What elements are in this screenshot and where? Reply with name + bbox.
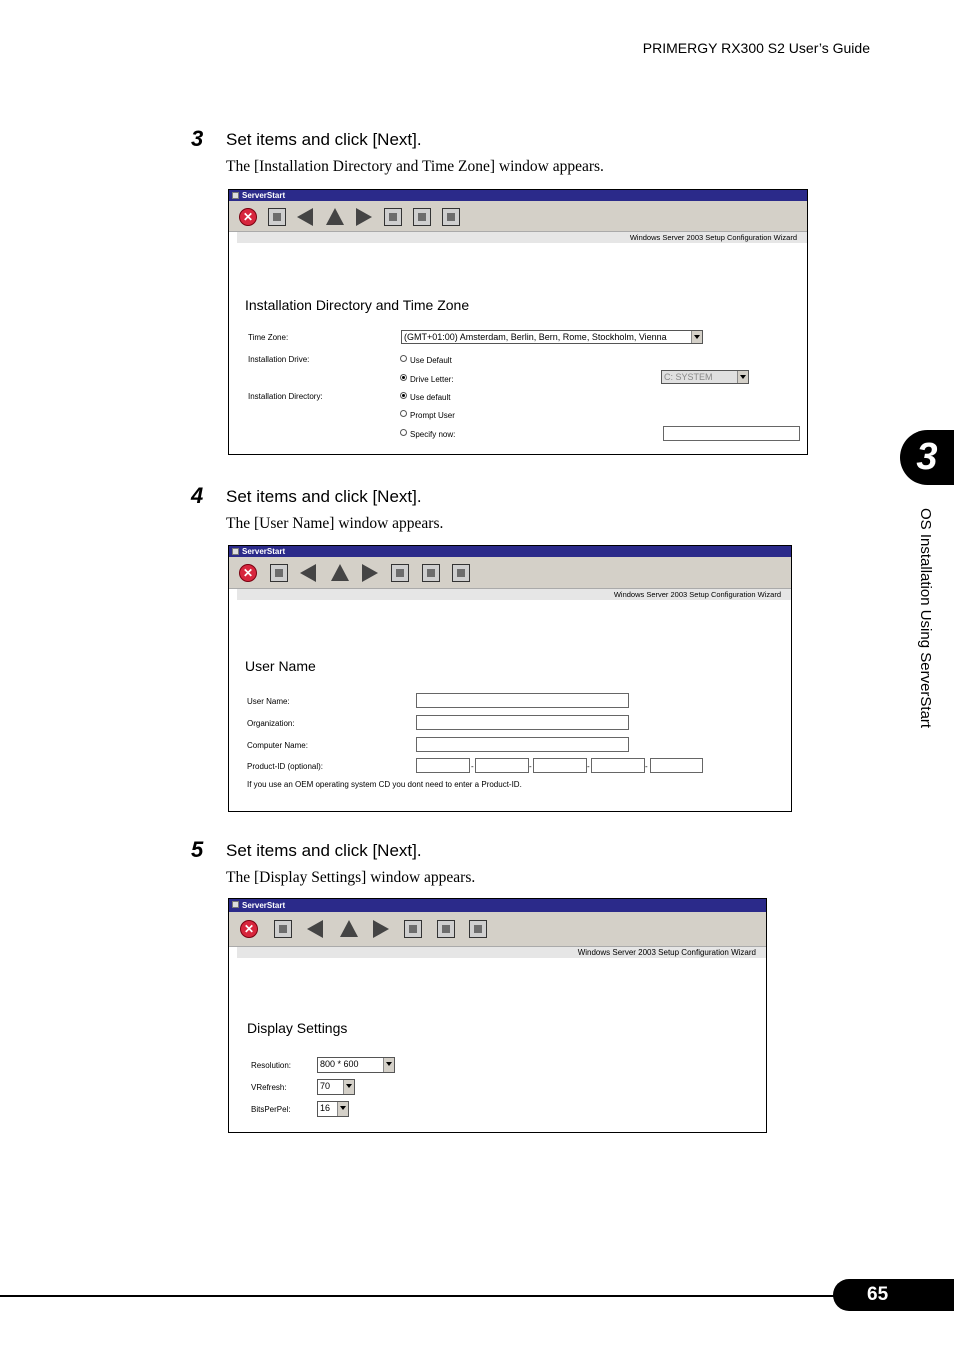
home-icon[interactable] — [274, 920, 292, 938]
step-number: 3 — [191, 126, 204, 151]
step-title: Set items and click [Next]. — [226, 130, 422, 149]
product-id-separator: - — [529, 762, 532, 771]
back-icon[interactable] — [300, 564, 316, 582]
wizard-caption: Windows Server 2003 Setup Configuration Wizard — [237, 947, 766, 958]
computer-name-label: Computer Name: — [247, 741, 308, 750]
product-id-separator: - — [587, 762, 590, 771]
prompt-user-label: Prompt User — [410, 411, 455, 420]
window-titlebar — [229, 546, 791, 557]
prompt-user-radio[interactable] — [400, 410, 407, 417]
save-icon[interactable] — [422, 564, 440, 582]
step-number: 5 — [191, 837, 204, 862]
exit-icon[interactable]: ✕ — [239, 208, 257, 226]
installation-drive-label: Installation Drive: — [248, 355, 310, 364]
bits-per-pel-select[interactable]: 16 — [317, 1101, 349, 1117]
chevron-down-icon — [343, 1080, 354, 1094]
chevron-down-icon — [383, 1058, 394, 1072]
chevron-down-icon — [337, 1102, 348, 1116]
step-description: The [Display Settings] window appears. — [226, 869, 476, 886]
use-default-dir-label: Use default — [410, 393, 451, 402]
display-settings-window — [228, 898, 767, 1133]
drive-letter-label: Drive Letter: — [410, 375, 454, 384]
resolution-label: Resolution: — [251, 1061, 292, 1070]
use-default-drive-radio[interactable] — [400, 355, 407, 362]
settings-icon[interactable] — [452, 564, 470, 582]
exit-icon[interactable]: ✕ — [239, 564, 257, 582]
wizard-caption: Windows Server 2003 Setup Configuration Wizard — [237, 232, 807, 243]
exit-icon[interactable]: ✕ — [240, 920, 258, 938]
installation-directory-label: Installation Directory: — [248, 392, 323, 401]
app-icon — [232, 901, 239, 908]
footer-rule — [0, 1295, 840, 1297]
wizard-caption: Windows Server 2003 Setup Configuration Wizard — [237, 589, 791, 600]
home-icon[interactable] — [270, 564, 288, 582]
save-icon[interactable] — [413, 208, 431, 226]
step-description: The [Installation Directory and Time Zone] window appears. — [226, 158, 604, 175]
step-description: The [User Name] window appears. — [226, 515, 444, 532]
next-icon[interactable] — [362, 564, 378, 582]
use-default-drive-label: Use Default — [410, 356, 452, 365]
step-number: 4 — [191, 483, 204, 508]
running-header: PRIMERGY RX300 S2 User’s Guide — [642, 40, 870, 56]
product-id-input-2[interactable] — [475, 758, 529, 773]
drive-letter-radio[interactable] — [400, 374, 407, 381]
panel-title: User Name — [245, 658, 316, 674]
back-icon[interactable] — [307, 920, 323, 938]
toolbar — [229, 201, 807, 232]
user-name-window — [228, 545, 792, 812]
refresh-icon[interactable] — [391, 564, 409, 582]
window-title: ServerStart — [242, 191, 286, 200]
refresh-icon[interactable] — [384, 208, 402, 226]
toolbar — [229, 557, 791, 589]
next-icon[interactable] — [373, 920, 389, 938]
chapter-tab: 3 — [900, 430, 954, 485]
directory-input[interactable] — [663, 426, 800, 441]
installation-directory-window — [228, 189, 808, 455]
app-icon — [232, 192, 239, 199]
drive-select[interactable]: C: SYSTEM — [661, 370, 749, 384]
panel-title: Installation Directory and Time Zone — [245, 297, 470, 313]
organization-input[interactable] — [416, 715, 629, 730]
user-name-input[interactable] — [416, 693, 629, 708]
product-id-note: If you use an OEM operating system CD you dont need to enter a Product-ID. — [247, 780, 522, 789]
settings-icon[interactable] — [469, 920, 487, 938]
settings-icon[interactable] — [442, 208, 460, 226]
home-icon[interactable] — [268, 208, 286, 226]
up-icon[interactable] — [331, 564, 349, 581]
resolution-select[interactable]: 800 * 600 — [317, 1057, 395, 1073]
product-id-input-3[interactable] — [533, 758, 587, 773]
product-id-label: Product-ID (optional): — [247, 762, 324, 771]
computer-name-input[interactable] — [416, 737, 629, 752]
step-title: Set items and click [Next]. — [226, 487, 422, 506]
bits-per-pel-label: BitsPerPel: — [251, 1105, 291, 1114]
window-titlebar — [229, 899, 766, 912]
chapter-label: OS Installation Using ServerStart — [917, 508, 934, 729]
page-number: 65 — [833, 1279, 954, 1311]
user-name-label: User Name: — [247, 697, 290, 706]
chevron-down-icon — [691, 331, 702, 343]
time-zone-label: Time Zone: — [248, 333, 289, 342]
time-zone-select[interactable]: (GMT+01:00) Amsterdam, Berlin, Bern, Rome, Stockholm, Vienna — [401, 330, 703, 344]
refresh-icon[interactable] — [404, 920, 422, 938]
window-title: ServerStart — [242, 547, 286, 556]
product-id-input-5[interactable] — [650, 758, 703, 773]
app-icon — [232, 548, 239, 555]
back-icon[interactable] — [297, 208, 313, 226]
organization-label: Organization: — [247, 719, 295, 728]
window-titlebar — [229, 190, 807, 201]
next-icon[interactable] — [356, 208, 372, 226]
specify-now-label: Specify now: — [410, 430, 456, 439]
step-title: Set items and click [Next]. — [226, 841, 422, 860]
product-id-separator: - — [471, 762, 474, 771]
toolbar — [229, 912, 766, 947]
up-icon[interactable] — [340, 920, 358, 937]
specify-now-radio[interactable] — [400, 429, 407, 436]
window-title: ServerStart — [242, 901, 286, 910]
product-id-separator: - — [645, 762, 648, 771]
save-icon[interactable] — [437, 920, 455, 938]
product-id-input-1[interactable] — [416, 758, 470, 773]
panel-title: Display Settings — [247, 1020, 348, 1036]
use-default-dir-radio[interactable] — [400, 392, 407, 399]
vrefresh-select[interactable]: 70 — [317, 1079, 355, 1095]
up-icon[interactable] — [326, 208, 344, 225]
product-id-input-4[interactable] — [591, 758, 645, 773]
vrefresh-label: VRefresh: — [251, 1083, 287, 1092]
chevron-down-icon — [737, 371, 748, 383]
